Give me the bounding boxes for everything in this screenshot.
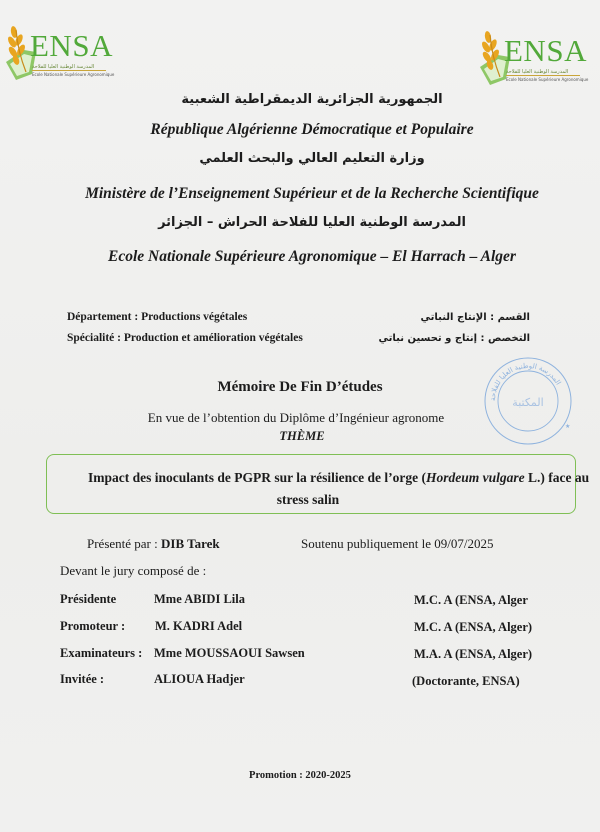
promotion-years: Promotion : 2020-2025: [249, 770, 351, 781]
jury-role: Examinateurs :: [60, 646, 143, 660]
ministry-french: Ministère de l’Enseignement Supérieur et de la Recherche Scientifique: [85, 185, 539, 202]
jury-title: M.A. A (ENSA, Alger): [414, 647, 533, 661]
thesis-title-line1: [88, 470, 589, 486]
theme-label: THÈME: [279, 429, 325, 443]
diploma-purpose: En vue de l’obtention du Diplôme d’Ingénieur agronome: [147, 410, 445, 425]
stamp-center-text: المكتبة: [512, 396, 544, 409]
thesis-title-text: Impact des inoculants de PGPR sur la résilience de l’orge (: [88, 470, 426, 485]
library-stamp-icon: [483, 356, 573, 446]
logo-subtitle-fr: Ecole Nationale Supérieure Agronomique: [506, 77, 589, 82]
logo-wordmark: ENSA: [30, 28, 113, 63]
school-arabic: المدرسة الوطنية العليا للفلاحة الحراش – الجزائر: [158, 215, 466, 230]
jury-intro: Devant le jury composé de :: [60, 563, 207, 578]
ensa-logo-right: [476, 27, 589, 89]
speciality-arabic: التخصص : إنتاج و تحسين نباتي: [378, 333, 530, 344]
department-arabic: القسم : الإنتاج النباتي: [420, 312, 530, 323]
logo-subtitle-ar: المدرسة الوطنية العليا للفلاحة: [506, 69, 569, 75]
jury-role: Promoteur :: [60, 619, 126, 633]
logo-wordmark: ENSA: [504, 33, 587, 68]
department-french: Département : Productions végétales: [67, 311, 248, 323]
thesis-title-line2: stress salin: [276, 492, 340, 507]
star-icon: ★: [565, 424, 571, 430]
logo-subtitle-ar: المدرسة الوطنية العليا للفلاحة: [32, 64, 95, 70]
presented-label: Présenté par :: [87, 536, 162, 551]
jury-title: M.C. A (ENSA, Alger): [414, 620, 533, 634]
jury-title: M.C. A (ENSA, Alger: [414, 593, 528, 607]
jury-role: Invitée :: [60, 672, 105, 686]
logo-subtitle-fr: Ecole Nationale Supérieure Agronomique: [32, 72, 115, 77]
jury-name: ALIOUA Hadjer: [154, 672, 245, 686]
student-name: DIB Tarek: [161, 536, 220, 551]
republic-arabic: الجمهورية الجزائرية الديمقراطية الشعبية: [181, 92, 443, 107]
jury-name: M. KADRI Adel: [155, 619, 243, 633]
jury-name: Mme ABIDI Lila: [154, 592, 245, 606]
stamp-ring-text: المدرسة الوطنية العليا للفلاحة: [488, 361, 563, 402]
republic-french: République Algérienne Démocratique et Populaire: [150, 121, 474, 138]
jury-name: Mme MOUSSAOUI Sawsen: [154, 646, 305, 660]
jury-title: (Doctorante, ENSA): [412, 674, 520, 688]
ensa-logo-left: [2, 22, 115, 84]
logo-divider: [506, 75, 580, 76]
school-french: Ecole Nationale Supérieure Agronomique – El Harrach – Alger: [108, 248, 516, 265]
memoire-title: Mémoire De Fin D’études: [217, 379, 383, 395]
defense-date: Soutenu publiquement le 09/07/2025: [301, 536, 494, 551]
presented-by: [87, 536, 220, 552]
thesis-title-text-end: L.) face au: [524, 470, 590, 485]
jury-role: Présidente: [60, 592, 117, 606]
speciality-french: Spécialité : Production et amélioration végétales: [67, 332, 303, 344]
ministry-arabic: وزارة التعليم العالي والبحث العلمي: [199, 151, 425, 166]
species-name: Hordeum vulgare: [425, 470, 525, 485]
logo-divider: [32, 70, 106, 71]
